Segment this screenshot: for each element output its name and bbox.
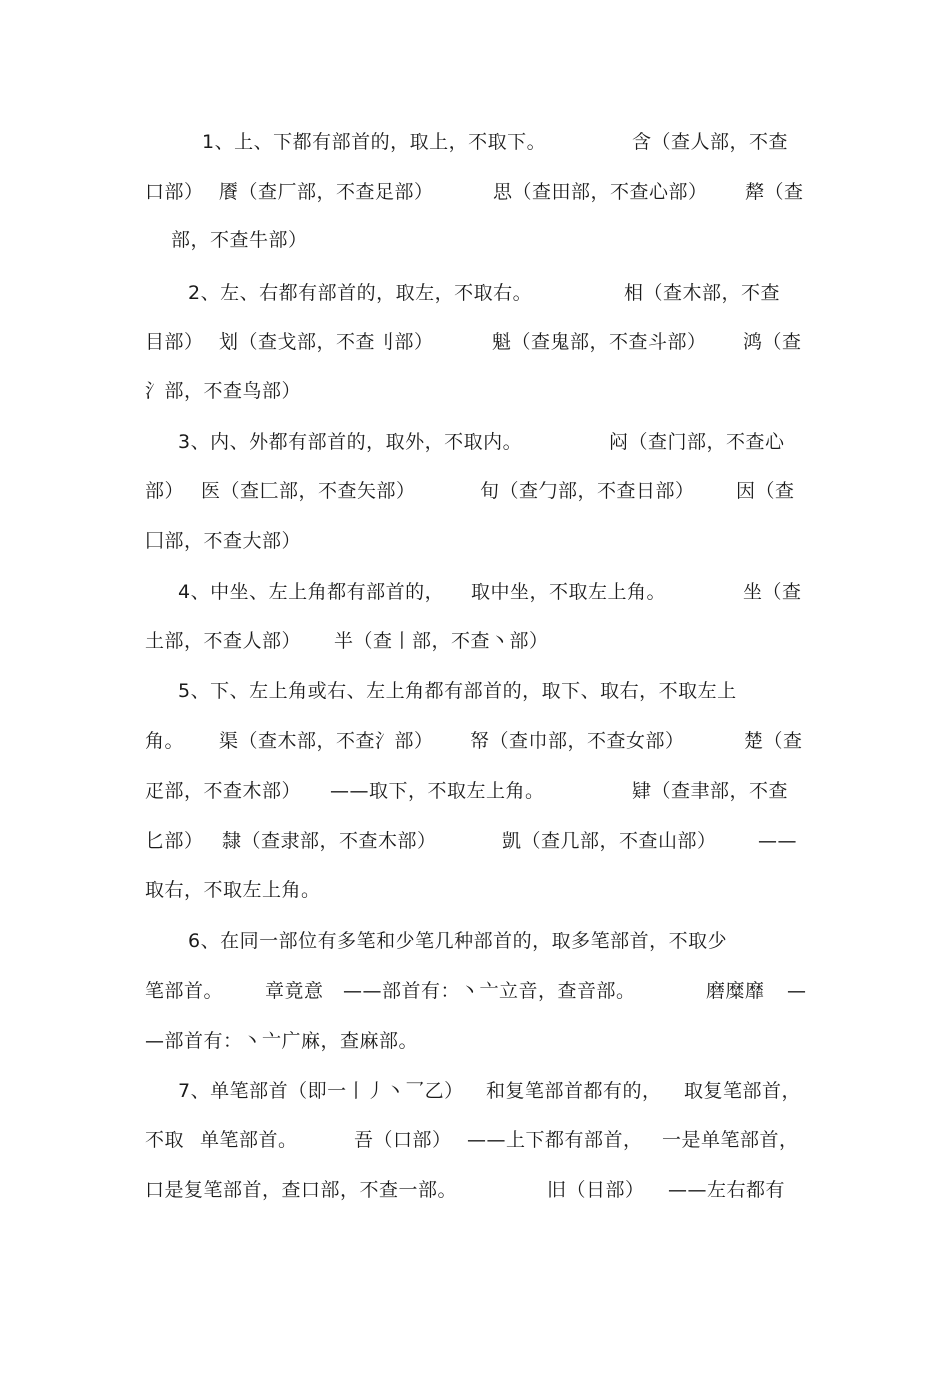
text-segment: 6、在同一部位有多笔和少笔几种部首的，取多笔部首，不取少 [188, 930, 728, 952]
text-line [0, 671, 950, 711]
text-segment: 餍（查厂部，不查足部） [219, 181, 434, 203]
text-segment: 口是复笔部首，查口部，不查一部。 [145, 1179, 458, 1201]
text-segment: 凱（查几部，不查山部） [502, 830, 717, 852]
text-segment: 含（查人部，不查 [632, 131, 789, 153]
text-line [0, 572, 950, 612]
text-segment: 单笔部首。 [200, 1129, 298, 1151]
text-segment: 思（查田部，不查心部） [493, 181, 708, 203]
text-line [0, 521, 950, 561]
text-segment: 角。 [145, 730, 185, 752]
text-segment: 渠（查木部，不查氵部） [219, 730, 434, 752]
text-line [0, 621, 950, 661]
text-segment: 匕部） [145, 830, 204, 852]
text-segment: 犛（查 [745, 181, 804, 203]
text-segment: 目部） [145, 331, 204, 353]
text-line [0, 371, 950, 411]
text-segment: 医（查匚部，不查矢部） [201, 480, 416, 502]
text-segment: 5、下、左上角或右、左上角都有部首的，取下、取右，不取左上 [178, 680, 737, 702]
text-segment: 7、单笔部首（即一丨丿丶乛乙） [178, 1080, 464, 1102]
text-segment: 半（查丨部，不查丶部） [334, 630, 549, 652]
text-segment: 2、左、右都有部首的，取左，不取右。 [188, 282, 533, 304]
text-line [0, 821, 950, 861]
text-segment: 旬（查勹部，不查日部） [480, 480, 695, 502]
text-segment: ——左右都有 [668, 1179, 786, 1201]
text-segment: 隸（查隶部，不查木部） [222, 830, 437, 852]
text-line [0, 971, 950, 1011]
text-line [0, 273, 950, 313]
text-segment: 取右，不取左上角。 [145, 879, 321, 901]
text-line [0, 921, 950, 961]
text-line [0, 1170, 950, 1210]
text-segment: 和复笔部首都有的， [486, 1080, 662, 1102]
text-segment: 部，不查牛部） [171, 229, 308, 251]
text-segment: 鸿（查 [743, 331, 802, 353]
text-segment: 吾（口部） [354, 1129, 452, 1151]
text-segment: 肄（查聿部，不查 [632, 780, 789, 802]
text-segment: 土部，不查人部） [145, 630, 302, 652]
text-line [0, 172, 950, 212]
text-segment: 相（查木部，不查 [624, 282, 781, 304]
text-segment: 划（查戈部，不查刂部） [219, 331, 434, 353]
text-segment: 魁（查鬼部，不查斗部） [492, 331, 707, 353]
text-segment: 楚（查 [744, 730, 803, 752]
text-segment: 4、中坐、左上角都有部首的， [178, 581, 445, 603]
text-segment: 旧（日部） [547, 1179, 645, 1201]
text-line [0, 322, 950, 362]
text-segment: — [787, 980, 807, 1002]
text-segment: 取复笔部首， [684, 1080, 802, 1102]
text-line [0, 721, 950, 761]
text-segment: 疋部，不查木部） [145, 780, 302, 802]
text-line [0, 122, 950, 162]
text-segment: 囗部，不查大部） [145, 530, 302, 552]
text-segment: 帑（查巾部，不查女部） [470, 730, 685, 752]
text-segment: 笔部首。 [145, 980, 224, 1002]
text-segment: 3、内、外都有部首的，取外，不取内。 [178, 431, 523, 453]
text-segment: 一是单笔部首， [662, 1129, 799, 1151]
text-line [0, 870, 950, 910]
text-segment: 因（查 [736, 480, 795, 502]
text-line [0, 220, 950, 260]
text-line [0, 422, 950, 462]
text-segment: ——部首有：丶亠立音，查音部。 [343, 980, 636, 1002]
text-segment: 口部） [145, 181, 204, 203]
text-segment: 坐（查 [743, 581, 802, 603]
text-line [0, 1120, 950, 1160]
text-segment: 部） [145, 480, 185, 502]
text-segment: 章竟意 [265, 980, 324, 1002]
text-line [0, 1071, 950, 1111]
text-segment: 取中坐，不取左上角。 [471, 581, 667, 603]
text-segment: 不取 [145, 1129, 185, 1151]
text-segment: 磨糜靡 [706, 980, 765, 1002]
text-segment: 闷（查门部，不查心 [609, 431, 785, 453]
text-line [0, 771, 950, 811]
text-line [0, 471, 950, 511]
text-segment: ——取下，不取左上角。 [330, 780, 545, 802]
text-segment: 氵部，不查鸟部） [145, 380, 302, 402]
text-line [0, 1021, 950, 1061]
text-segment: 1、上、下都有部首的，取上，不取下。 [202, 131, 547, 153]
text-segment: —— [758, 830, 797, 852]
text-segment: ——上下都有部首， [467, 1129, 643, 1151]
text-segment: —部首有：丶亠广麻，查麻部。 [145, 1030, 419, 1052]
